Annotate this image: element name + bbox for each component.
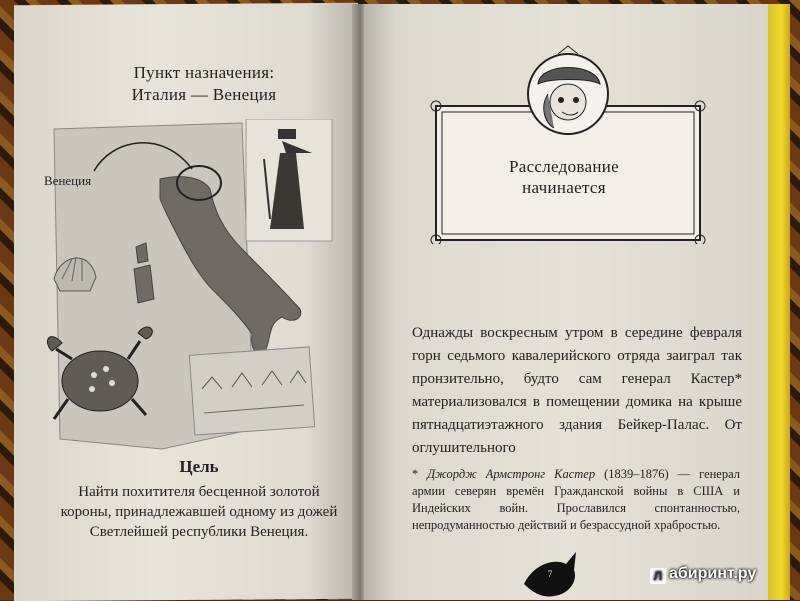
watermark-text: абиринт.ру [669, 565, 757, 582]
destination-title-line2: Италия — Венеция [131, 85, 277, 104]
page-number: 7 [547, 569, 553, 579]
footnote-text: (1839–1876) — генерал армии северян времён Гражданской войны в США и Индейских войн. Прославился спонтанностью, непродуманностью действий и безрассудной храбростью. [412, 467, 740, 532]
venice-map-label: Венеция [44, 173, 92, 188]
girl-portrait-icon [528, 54, 608, 134]
map-collage-illustration [42, 119, 342, 454]
chapter-paragraph: Однажды воскресным утром в середине февраля горн седьмого кавалерийского отряда заиграл так пронзительно, будто сам генерал Кастер* материализовался в помещении домика на крыше пятнадцатиэтажного здания Бейкер-Палас. От оглушительного [412, 325, 742, 456]
chapter-frame-illustration [428, 44, 708, 244]
chapter-title-line2: начинается [522, 178, 606, 197]
footnote [412, 466, 740, 534]
open-book [14, 4, 790, 600]
labirint-watermark [650, 565, 790, 591]
venice-sketch-card-icon [189, 347, 314, 435]
footnote-name: Джордж Армстронг Кастер [427, 467, 596, 481]
plague-doctor-card-icon [246, 119, 332, 241]
chapter-title-line1: Расследование [508, 157, 620, 176]
goal-text: Найти похитителя бесценной золотой короны, принадлежавшей одному из дожей Светлейшей республики Венеция. [60, 484, 338, 540]
destination-title-line1: Пункт назначения: [133, 63, 275, 82]
book-cover-edge [768, 4, 790, 600]
destination-title [84, 62, 324, 106]
frame-ornament [558, 46, 578, 54]
chapter-title [464, 156, 664, 198]
goal-heading: Цель [179, 457, 219, 476]
labirint-logo-icon: Л [650, 568, 666, 584]
footnote-marker: * [412, 467, 419, 481]
